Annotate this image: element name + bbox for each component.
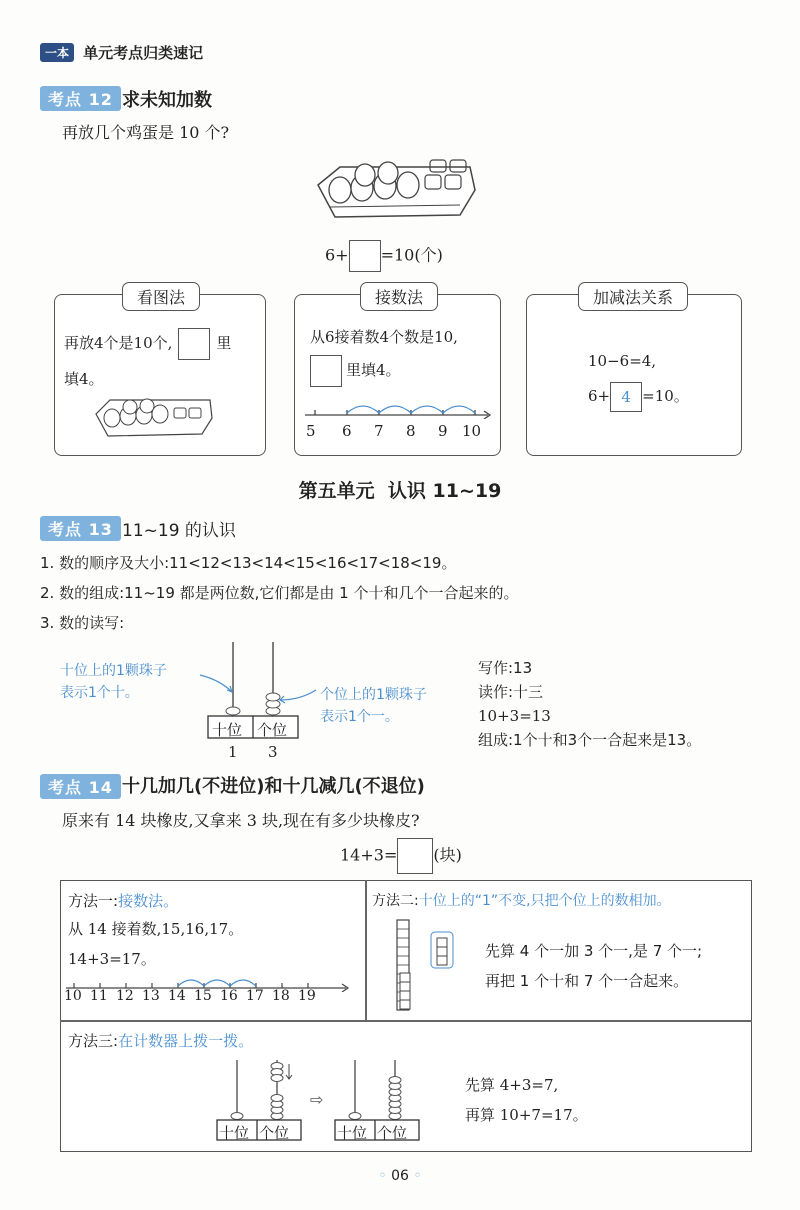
method-box-relation — [526, 294, 742, 456]
write-as: 写作:13 — [478, 659, 533, 677]
small-egg-carton — [92, 388, 217, 440]
m1-line1: 从 14 接着数,15,16,17。 — [68, 920, 244, 938]
m3-line2: 再算 10+7=17。 — [465, 1106, 588, 1124]
tick-label: 14 — [168, 988, 186, 1004]
tick-label: 12 — [116, 988, 134, 1004]
number-line-5-10 — [300, 395, 495, 419]
equation-right: =10(个) — [380, 245, 443, 265]
tick-label: 15 — [194, 988, 212, 1004]
m2-heading — [372, 890, 671, 910]
box2-text2-wrap — [310, 355, 401, 387]
kp14-eq-right: (块) — [433, 845, 462, 865]
tick-label: 17 — [246, 988, 264, 1004]
note-one — [320, 684, 427, 728]
m3-label: 方法三: — [68, 1032, 119, 1050]
tick-label: 7 — [374, 422, 384, 440]
tick-label: 6 — [342, 422, 352, 440]
box1-text1-b: 里 — [216, 334, 232, 352]
box1-text2: 填4。 — [64, 370, 104, 388]
tick-label: 18 — [272, 988, 290, 1004]
m3-heading — [68, 1030, 253, 1051]
kp12-question: 再放几个鸡蛋是 10 个? — [62, 123, 230, 142]
kp13-readwrite — [478, 656, 701, 752]
tick-label: 16 — [220, 988, 238, 1004]
note-arrows — [180, 670, 320, 710]
box2-text2: 里填4。 — [346, 361, 401, 379]
egg-carton-illustration — [310, 145, 480, 225]
m3-line1: 先算 4+3=7, — [465, 1076, 559, 1094]
box2-text1: 从6接着数4个数是10, — [310, 328, 458, 346]
tick-label: 13 — [142, 988, 160, 1004]
note-one-line: 个位上的1颗珠子 — [320, 687, 427, 703]
brand-logo: 一本 — [40, 43, 74, 62]
kp12-tag: 考点 12 — [40, 86, 121, 111]
box2-square — [310, 355, 342, 387]
m3-label-one-b: 个位 — [377, 1124, 408, 1142]
method-box-picture-title: 看图法 — [122, 282, 200, 311]
abacus-label-one: 个位 — [257, 721, 288, 739]
read-as: 读作:十三 — [478, 683, 544, 701]
kp14-answer-box — [397, 838, 433, 874]
note-ten — [60, 660, 167, 704]
kp13-title: 11~19 的认识 — [122, 521, 236, 541]
box3-line1: 10−6=4, — [588, 352, 657, 370]
abacus-digit-one: 3 — [268, 743, 278, 761]
table-divider-h — [60, 1020, 752, 1022]
kp13-item3: 3. 数的读写: — [40, 614, 125, 632]
box1-text1-a: 再放4个是10个, — [64, 334, 173, 352]
m1-name: 接数法。 — [118, 892, 179, 910]
box3-line2-left: 6+ — [588, 387, 611, 405]
tick-label: 5 — [306, 422, 316, 440]
kp14-question: 原来有 14 块橡皮,又拿来 3 块,现在有多少块橡皮? — [62, 811, 420, 830]
m1-line2: 14+3=17。 — [68, 950, 156, 968]
method-box-counting-title: 接数法 — [360, 282, 438, 311]
kp13-tag: 考点 13 — [40, 516, 121, 541]
arrow-icon: ⇨ — [310, 1090, 324, 1109]
abacus-label-ten: 十位 — [212, 721, 243, 739]
tick-label: 8 — [406, 422, 416, 440]
box1-text1 — [64, 328, 231, 360]
unit-title: 第五单元 认识 11~19 — [298, 480, 502, 502]
m3-label-ten-a: 十位 — [219, 1124, 250, 1142]
sum: 10+3=13 — [478, 707, 551, 725]
kp14-title: 十几加几(不进位)和十几减几(不退位) — [122, 776, 425, 797]
place-value-blocks — [395, 918, 465, 1013]
tick-label: 19 — [298, 988, 316, 1004]
box1-square — [178, 328, 210, 360]
tick-label: 10 — [462, 422, 482, 440]
page-number: ◦ 06 ◦ — [378, 1168, 422, 1184]
m2-line2: 再把 1 个十和 7 个一合起来。 — [485, 972, 689, 990]
header — [40, 42, 203, 63]
abacus-digit-ten: 1 — [228, 743, 238, 761]
answer-box — [349, 240, 381, 272]
kp12-title: 求未知加数 — [122, 90, 212, 111]
page-number-text: 06 — [391, 1168, 409, 1184]
box3-line2 — [588, 382, 689, 412]
kp13-item2: 2. 数的组成:11~19 都是两位数,它们都是由 1 个十和几个一合起来的。 — [40, 584, 519, 602]
m3-label-ten-b: 十位 — [337, 1124, 368, 1142]
kp12-equation — [325, 240, 443, 272]
note-ten-line: 十位上的1颗珠子 — [60, 663, 167, 679]
m1-label: 方法一: — [68, 892, 119, 910]
table-divider-v — [365, 880, 367, 1020]
box3-line2-right: =10。 — [642, 387, 689, 405]
tick-label: 9 — [438, 422, 448, 440]
kp14-equation — [340, 838, 462, 874]
method-box-relation-title: 加减法关系 — [578, 282, 688, 311]
m2-name: 十位上的“1”不变,只把个位上的数相加。 — [418, 893, 671, 909]
tick-label: 10 — [64, 988, 82, 1004]
m3-name: 在计数器上拨一拨。 — [118, 1032, 254, 1050]
box3-answer: 4 — [610, 382, 642, 412]
m2-line1: 先算 4 个一加 3 个一,是 7 个一; — [485, 942, 703, 960]
note-one-line: 表示1个一。 — [320, 709, 399, 725]
tick-label: 11 — [90, 988, 108, 1004]
note-ten-line: 表示1个十。 — [60, 685, 139, 701]
kp14-eq-left: 14+3= — [340, 845, 398, 865]
equation-left: 6+ — [325, 245, 349, 265]
m2-label: 方法二: — [372, 893, 419, 909]
kp14-tag: 考点 14 — [40, 774, 121, 799]
m1-heading — [68, 890, 178, 911]
header-title: 单元考点归类速记 — [83, 44, 204, 62]
m3-label-one-a: 个位 — [259, 1124, 290, 1142]
compose: 组成:1个十和3个一合起来是13。 — [478, 731, 702, 749]
kp13-item1: 1. 数的顺序及大小:11<12<13<14<15<16<17<18<19。 — [40, 554, 457, 572]
